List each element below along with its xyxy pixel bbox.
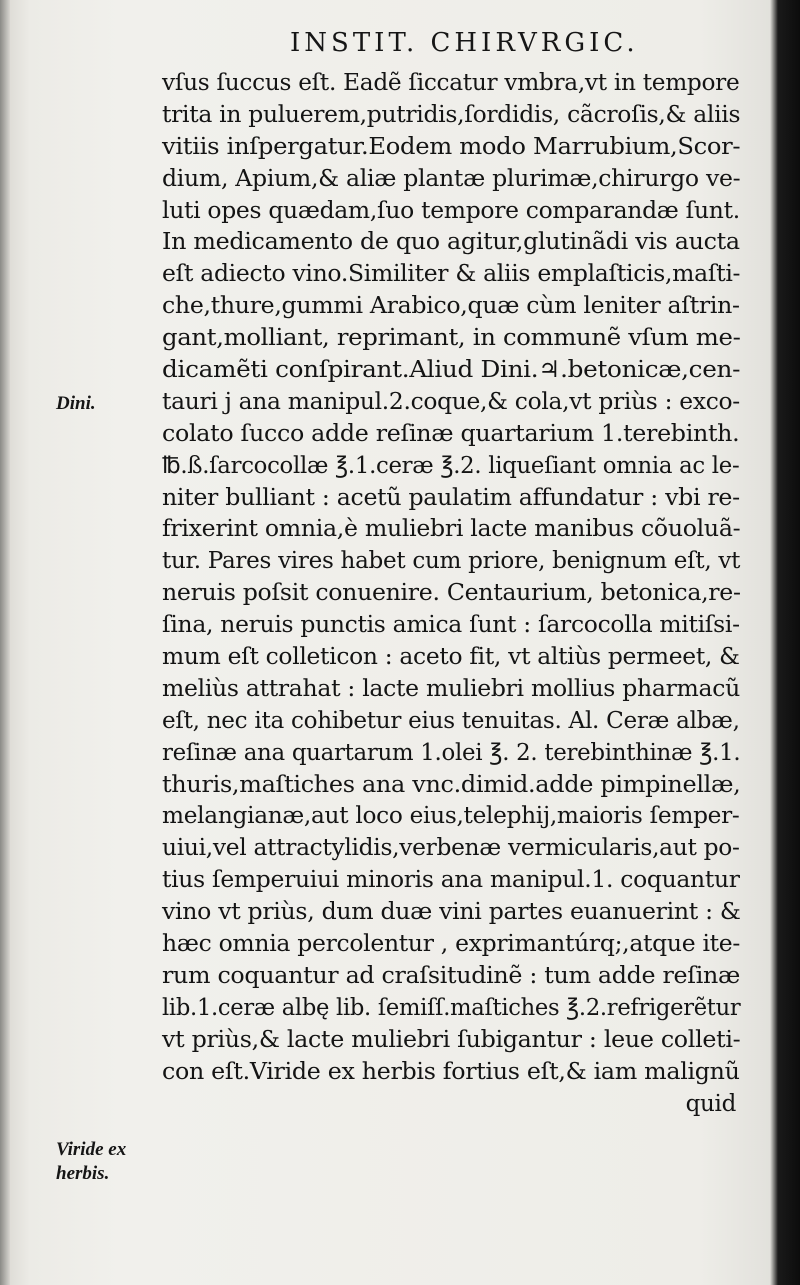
text-line: vſus ſuccus eſt. Eadẽ ſiccatur vmbra,vt in tempore (162, 70, 740, 96)
bleed-through-mark (150, 318, 154, 335)
text-line: vt priùs,& lacte muliebri ſubigantur : leue colleti- (162, 1026, 741, 1053)
text-line: lib.1.ceræ albę lib. ſemiſſ.maſtiches ℥.2.refrigerẽtur (162, 994, 741, 1021)
text-line: dicamẽti conſpirant.Aliud Dini.♃.betonicæ,cen- (162, 357, 741, 384)
text-line: frixerint omnia,è muliebri lacte manibus cõuoluã- (162, 516, 741, 543)
text-line: niter bulliant : acetũ paulatim affundatur : vbi re- (162, 484, 740, 511)
text-line: uiui,vel attractylidis,verbenæ vermicularis,aut po- (162, 835, 740, 862)
text-line: tur. Pares vires habet cum priore, benignum eſt, vt (162, 548, 741, 575)
catchword: quid (685, 1090, 736, 1117)
text-line: gant,molliant, reprimant, in communẽ vſum me- (162, 325, 741, 352)
marginal-note-line: Viride ex (56, 1139, 127, 1160)
text-line: meliùs attrahat : lacte muliebri mollius pharmacũ (162, 675, 740, 702)
text-line: vino vt priùs, dum duæ vini partes euanuerint : & (162, 899, 741, 926)
text-line: rum coquantur ad craſsitudinẽ : tum adde reſinæ (162, 962, 741, 989)
body-text (162, 68, 740, 1120)
text-line: eſt, nec ita cohibetur eius tenuitas. Al. Ceræ albæ, (162, 707, 740, 734)
text-line: reſinæ ana quartarum 1.olei ℥. 2. terebinthinæ ℥.1. (162, 739, 741, 766)
text-line: thuris,maſtiches ana vnc.dimid.adde pimpinellæ, (162, 771, 741, 798)
text-line: mum eſt colleticon : aceto fit, vt altiùs permeet, & (162, 644, 740, 671)
marginal-note-viride (56, 1138, 126, 1186)
text-line: tius ſemperuiui minoris ana manipul.1. coquantur (162, 867, 740, 894)
page-gutter-shadow (0, 0, 10, 1285)
text-line: dium, Apium,& aliæ plantæ plurimæ,chirurgo ve- (162, 165, 741, 192)
text-line: tauri j ana manipul.2.coque,& cola,vt priùs : exco- (162, 388, 740, 415)
text-line: trita in puluerem,putridis,ſordidis, cãcroſis,& aliis (162, 101, 741, 128)
text-line: colato ſucco adde reſinæ quartarium 1.terebinth. (162, 420, 740, 447)
marginal-note-dini: Dini. (56, 393, 96, 414)
running-head: INSTIT. CHIRVRGIC. (290, 28, 639, 58)
text-line: melangianæ,aut loco eius,telephij,maioris ſemper- (162, 803, 740, 830)
text-line: neruis poſsit conuenire. Centaurium, betonica,re- (162, 580, 741, 607)
text-line: ℔.ß.ſarcocollæ ℥.1.ceræ ℥.2. liqueſiant omnia ac le- (162, 452, 740, 479)
text-line: In medicamento de quo agitur,glutinãdi vis aucta (162, 229, 740, 256)
text-line: che,thure,gummi Arabico,quæ cùm leniter aſtrin- (162, 293, 740, 320)
marginal-note-line: herbis. (56, 1163, 110, 1184)
text-line: vitiis inſpergatur.Eodem modo Marrubium,Scor- (162, 133, 741, 160)
text-line: ſina, neruis punctis amica ſunt : ſarcocolla mitiſsi- (162, 612, 740, 639)
text-line: eſt adiecto vino.Similiter & aliis emplaſticis,maſti- (162, 261, 741, 288)
text-line: con eſt.Viride ex herbis fortius eſt,& iam malignũ (162, 1058, 740, 1085)
text-line: hæc omnia percolentur , exprimantúrq;,atque ite- (162, 931, 741, 958)
text-line: luti opes quædam,ſuo tempore comparandæ ſunt. (162, 197, 740, 224)
